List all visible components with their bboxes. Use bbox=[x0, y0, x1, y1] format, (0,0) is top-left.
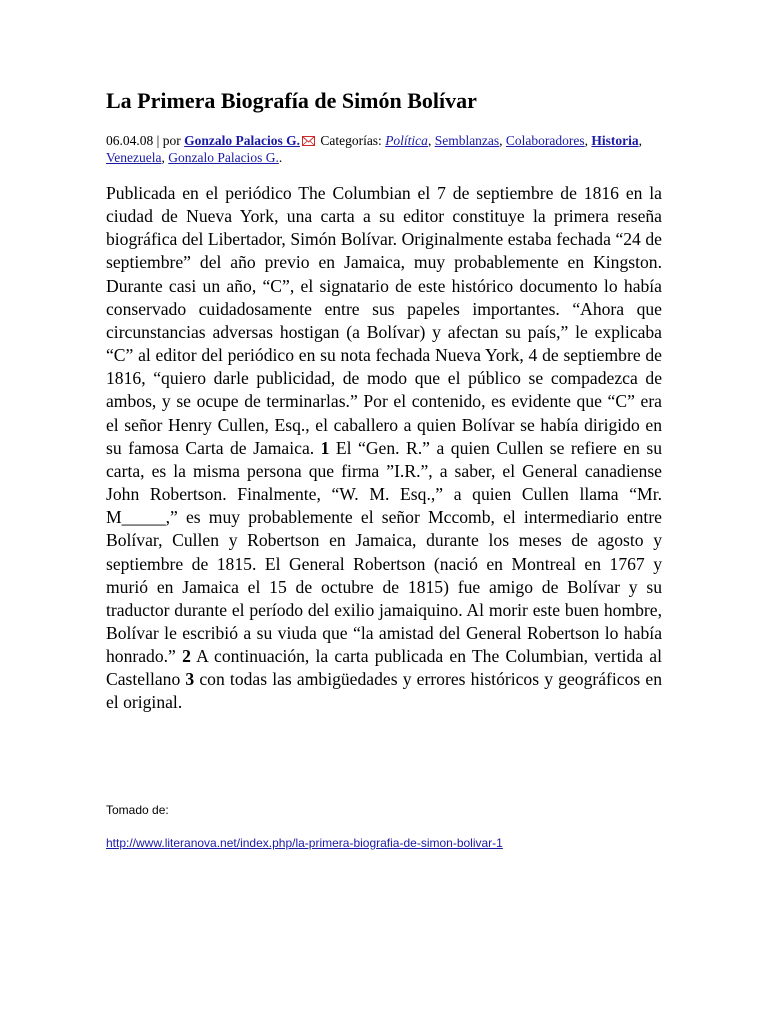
author-link[interactable]: Gonzalo Palacios G. bbox=[184, 133, 300, 148]
category-link-semblanzas[interactable]: Semblanzas bbox=[434, 133, 500, 148]
category-separator: , bbox=[638, 133, 643, 148]
footnote-ref-1: 1 bbox=[320, 437, 330, 458]
footnote-ref-3: 3 bbox=[185, 669, 195, 690]
category-link-historia[interactable]: Historia bbox=[591, 133, 639, 148]
category-separator: , bbox=[161, 150, 169, 165]
body-segment-1: Publicada en el periódico The Columbian el 7 de septiembre de 1816 en la ciudad de Nueva York, una carta a su editor constituye la primera reseña biográfica del Libertador, Simón Bolívar. Originalmente estaba fechada “24 de septiembre” del año previo en Jamaica, muy probablemente en Kingston. Durante casi un año, “C”, el signatario de este histórico documento lo había conservado cuidadosamente entre sus papeles importantes. “Ahora que circunstancias adversas hostigan (a Bolívar) y afectan su país,” le explicaba “C” al editor del periódico en su nota fechada Nueva York, 4 de septiembre de 1816, “quiero darle publicidad, de modo que el público se compadezca de ambos, y se ocupe de terminarlas.” Por el contenido, es evidente que “C” era el señor Henry Cullen, Esq., el caballero a quien Bolívar se había dirigido en su famosa Carta de Jamaica. bbox=[106, 183, 662, 458]
categories-label: Categorías: bbox=[316, 133, 386, 148]
post-date: 06.04.08 bbox=[106, 133, 154, 148]
category-link-venezuela[interactable]: Venezuela bbox=[106, 150, 162, 165]
category-link-colaboradores[interactable]: Colaboradores bbox=[505, 133, 585, 148]
mail-icon[interactable] bbox=[302, 136, 315, 146]
body-segment-4: con todas las ambigüedades y errores históricos y geográficos en el original. bbox=[106, 669, 662, 713]
footnote-ref-2: 2 bbox=[182, 646, 191, 667]
article-meta bbox=[106, 132, 666, 166]
category-link-politica[interactable]: Política bbox=[385, 133, 428, 148]
by-label: | por bbox=[153, 133, 185, 148]
body-segment-2: El “Gen. R.” a quien Cullen se refiere en su carta, es la misma persona que firma ”I.R.”, a saber, el General canadiense John Robertson. Finalmente, “W. M. Esq.,” a quien Cullen llama “Mr. M_____,” es muy probablemente el señor Mccomb, el intermediario entre Bolívar, Cullen y Robertson en Jamaica, durante los meses de agosto y septiembre de 1815. El General Robertson (nació en Montreal en 1767 y murió en Jamaica el 15 de octubre de 1815) fue amigo de Bolívar y su traductor durante el período del exilio jamaiquino. Al morir este buen hombre, Bolívar le escribió a su viuda que “la amistad del General Robertson lo había honrado.” bbox=[106, 437, 662, 667]
source-link[interactable]: http://www.literanova.net/index.php/la-primera-biografia-de-simon-bolivar-1 bbox=[106, 836, 503, 850]
source-label: Tomado de: bbox=[106, 803, 169, 817]
category-separator: , bbox=[427, 133, 435, 148]
category-separator: , bbox=[584, 133, 592, 148]
category-link-gonzalo[interactable]: Gonzalo Palacios G. bbox=[168, 150, 279, 165]
body-segment-3: A continuación, la carta publicada en The Columbian, vertida al Castellano bbox=[106, 646, 662, 690]
category-separator: , bbox=[499, 133, 506, 148]
meta-period: . bbox=[278, 150, 283, 165]
article-title: La Primera Biografía de Simón Bolívar bbox=[106, 88, 477, 113]
article-body bbox=[106, 182, 662, 715]
